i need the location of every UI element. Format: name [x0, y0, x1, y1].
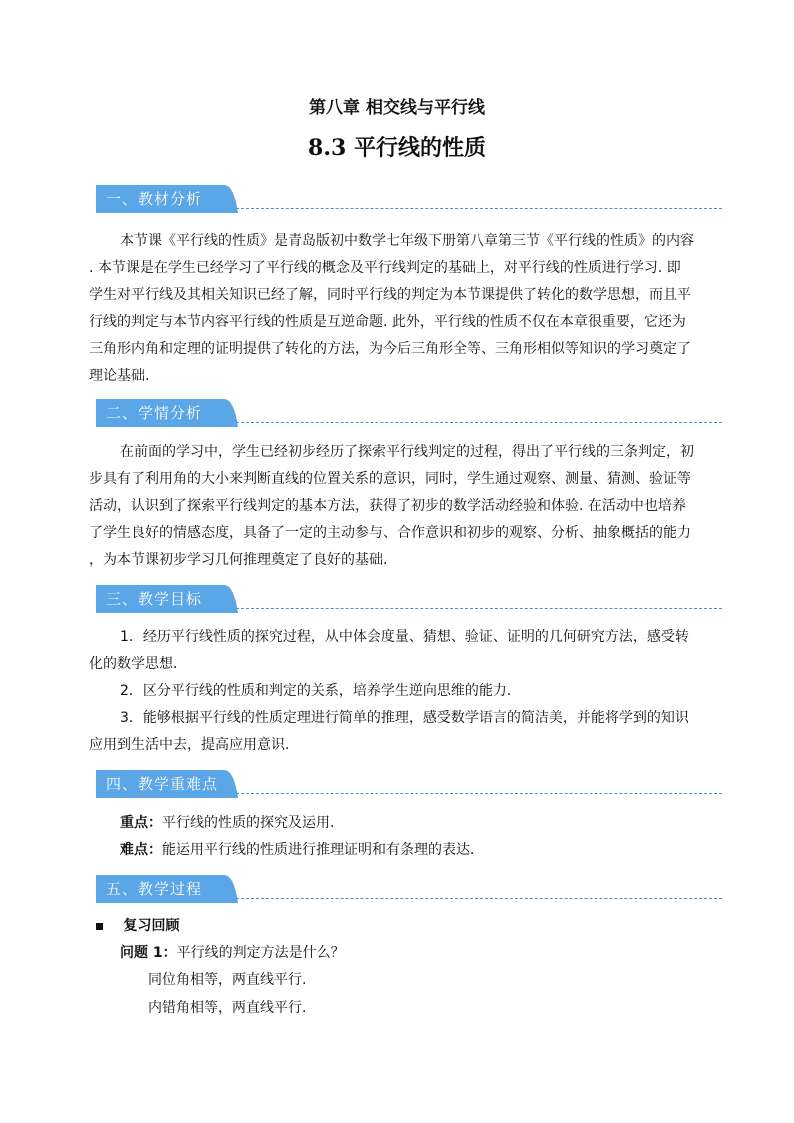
square-bullet-icon [96, 923, 103, 930]
learner-line-1: 在前面的学习中，学生已经初步经历了探索平行线判定的过程，得出了平行线的三条判定，初 [120, 444, 694, 460]
difficulty-text: 能运用平行线的性质进行推理证明和有条理的表达． [162, 842, 484, 858]
key-point-label: 重点： [120, 815, 162, 831]
difficulty-label: 难点： [120, 842, 162, 858]
objective-line-4: 3．能够根据平行线的性质定理进行简单的推理，感受数学语言的简洁美，并能将学到的知识 [120, 710, 689, 726]
section-banner-learner [96, 397, 722, 429]
learner-line-2: 步具有了利用角的大小来判断直线的位置关系的意识，同时，学生通过观察、测量、猜测、验证等 [89, 471, 691, 487]
material-line-2: . 本节课是在学生已经学习了平行线的概念及平行线判定的基础上，对平行线的性质进行学习. 即 [89, 260, 681, 276]
answer-line-1: 同位角相等，两直线平行. [148, 972, 307, 988]
key-point-text: 平行线的性质的探究及运用. [162, 815, 335, 831]
material-line-4: 行线的判定与本节内容平行线的性质是互逆命题. 此外，平行线的性质不仅在本章很重要，它还为 [89, 314, 686, 330]
material-line-6: 理论基础. [89, 368, 150, 384]
answer-line-2: 内错角相等，两直线平行. [148, 1000, 307, 1016]
learner-line-4: 了学生良好的情感态度，具备了一定的主动参与、合作意识和初步的观察、分析、抽象概括的能力 [89, 525, 691, 541]
lesson-title: 8.3 平行线的性质 [308, 135, 486, 161]
question-text: 平行线的判定方法是什么？ [176, 945, 345, 961]
material-line-3: 学生对平行线及其相关知识已经了解，同时平行线的判定为本节课提供了转化的数学思想，而且平 [89, 287, 691, 303]
section-label: 四、教学重难点 [106, 775, 219, 793]
section-label: 三、教学目标 [106, 590, 203, 608]
objective-line-3: 2．区分平行线的性质和判定的关系，培养学生逆向思维的能力． [120, 683, 521, 699]
section-label: 二、学情分析 [106, 404, 203, 422]
dashed-divider [236, 898, 722, 899]
section-label: 一、教材分析 [106, 190, 203, 208]
review-heading [96, 915, 179, 937]
difficulty-row [120, 839, 484, 861]
dashed-divider [236, 208, 722, 209]
question-label: 问题 1： [120, 945, 177, 961]
section-banner-key-points [96, 768, 722, 800]
dashed-divider [236, 422, 722, 423]
section-banner-process [96, 873, 722, 905]
material-line-1: 本节课《平行线的性质》是青岛版初中数学七年级下册第八章第三节《平行线的性质》的内容 [120, 233, 694, 249]
objective-line-2: 化的数学思想． [89, 656, 187, 672]
learner-line-5: ，为本节课初步学习几何推理奠定了良好的基础. [89, 552, 388, 568]
dashed-divider [236, 608, 722, 609]
chapter-heading: 第八章 相交线与平行线 [309, 98, 485, 118]
learner-line-3: 活动，认识到了探索平行线判定的基本方法，获得了初步的数学活动经验和体验. 在活动中也培养 [89, 498, 686, 514]
objective-line-1: 1．经历平行线性质的探究过程，从中体会度量、猜想、验证、证明的几何研究方法，感受转 [120, 629, 689, 645]
objective-line-5: 应用到生活中去，提高应用意识. [89, 737, 290, 753]
question-row [120, 942, 345, 964]
section-label: 五、教学过程 [106, 880, 203, 898]
material-line-5: 三角形内角和定理的证明提供了转化的方法，为今后三角形全等、三角形相似等知识的学习奠定了 [89, 341, 691, 357]
dashed-divider [236, 793, 722, 794]
section-banner-material [96, 183, 722, 215]
key-point-row [120, 812, 334, 834]
review-title: 复习回顾 [123, 918, 180, 934]
section-banner-objectives [96, 583, 722, 615]
